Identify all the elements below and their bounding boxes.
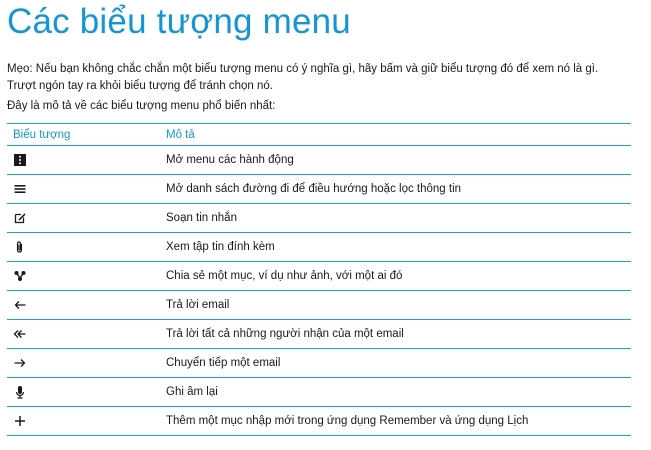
table-row — [7, 175, 631, 204]
table-row — [7, 233, 631, 262]
row-description: Xem tập tin đính kèm — [166, 233, 631, 262]
table-row — [7, 349, 631, 378]
header-description: Mô tả — [166, 124, 631, 146]
table-row — [7, 320, 631, 349]
table-row — [7, 291, 631, 320]
plus-icon — [13, 414, 27, 428]
row-description: Trả lời tất cả những người nhận của một email — [166, 320, 631, 349]
hamburger-menu-icon — [13, 182, 27, 196]
table-row — [7, 204, 631, 233]
tip-paragraph: Mẹo: Nếu bạn không chắc chắn một biểu tượng menu có ý nghĩa gì, hãy bấm và giữ biểu tượng đó để xem nó là gì. Trượt ngón tay ra khỏi biểu tượng để tránh chọn nó. — [7, 63, 599, 92]
table-row — [7, 407, 631, 436]
share-icon — [13, 269, 27, 283]
row-description: Ghi âm lại — [166, 378, 631, 407]
row-description: Mở danh sách đường đi để điều hướng hoặc lọc thông tin — [166, 175, 631, 204]
reply-all-icon — [13, 327, 27, 341]
row-description: Chuyển tiếp một email — [166, 349, 631, 378]
table-row — [7, 262, 631, 291]
menu-icons-table — [7, 123, 631, 436]
compose-icon — [13, 211, 27, 225]
row-description: Soạn tin nhắn — [166, 204, 631, 233]
header-icon: Biểu tượng — [7, 124, 166, 146]
row-description: Trả lời email — [166, 291, 631, 320]
row-description: Chia sẻ một mục, ví dụ như ảnh, với một ai đó — [166, 262, 631, 291]
page-title: Các biểu tượng menu — [7, 2, 351, 41]
overflow-menu-icon — [13, 153, 27, 167]
table-row — [7, 378, 631, 407]
row-description: Thêm một mục nhập mới trong ứng dụng Remember và ứng dụng Lịch — [166, 407, 631, 436]
microphone-icon — [13, 385, 27, 399]
row-description: Mở menu các hành động — [166, 146, 631, 175]
intro-paragraph: Đây là mô tả về các biểu tượng menu phổ biến nhất: — [7, 100, 276, 112]
reply-icon — [13, 298, 27, 312]
table-header-row — [7, 124, 631, 146]
table-row — [7, 146, 631, 175]
paperclip-icon — [13, 240, 27, 254]
forward-icon — [13, 356, 27, 370]
